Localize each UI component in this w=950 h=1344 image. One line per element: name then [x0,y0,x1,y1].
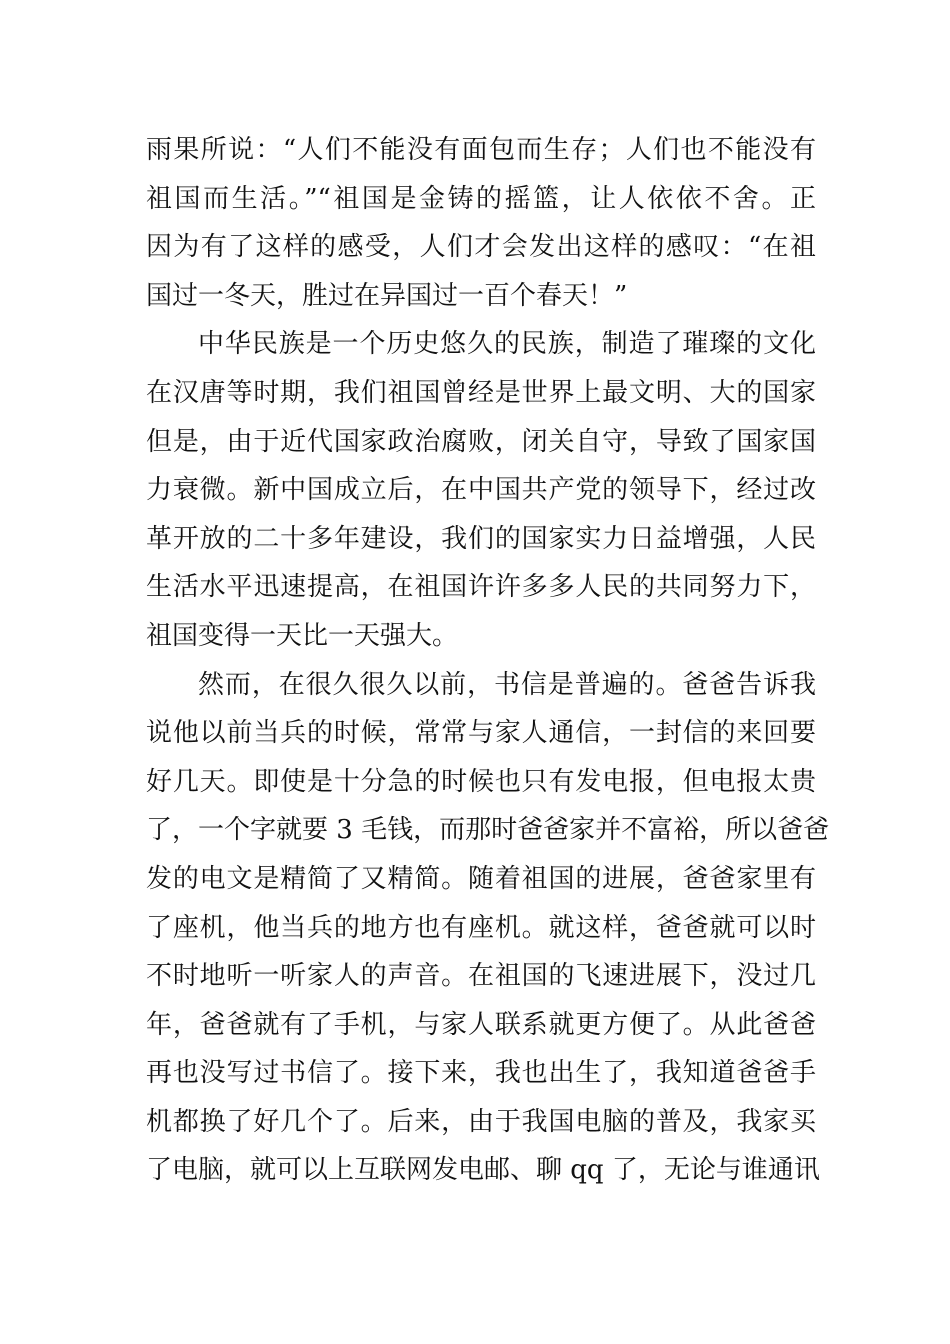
text-line: 革开放的二十多年建设，我们的国家实力日益增强，人民 [146,523,816,554]
text-line: 然而，在很久很久以前，书信是普遍的。爸爸告诉我 [198,669,816,700]
text-line: 了座机，他当兵的地方也有座机。就这样，爸爸就可以时 [146,912,816,943]
text-line: 了电脑，就可以上互联网发电邮、聊 qq 了，无论与谁通讯 [146,1155,820,1186]
text-line: 生活水平迅速提高，在祖国许许多多人民的共同努力下， [146,572,816,603]
text-line: 雨果所说：“人们不能没有面包而生存；人们也不能没有 [146,135,816,165]
text-line: 因为有了这样的感受，人们才会发出这样的感叹：“在祖 [146,232,816,263]
paragraph-2 [146,320,816,660]
text-line: 再也没写过书信了。接下来，我也出生了，我知道爸爸手 [146,1058,816,1089]
paragraph-3 [146,661,830,1196]
text-line: 了，一个字就要 3 毛钱，而那时爸爸家并不富裕，所以爸爸 [146,815,830,846]
text-line: 国过一冬天，胜过在异国过一百个春天！” [146,280,628,311]
text-line: 好几天。即使是十分急的时候也只有发电报，但电报太贵 [146,766,816,797]
text-line: 发的电文是精简了又精简。随着祖国的进展，爸爸家里有 [146,863,816,894]
text-line: 力衰微。新中国成立后，在中国共产党的领导下，经过改 [146,475,816,506]
text-line: 机都换了好几个了。后来，由于我国电脑的普及，我家买 [146,1106,816,1137]
text-line: 在汉唐等时期，我们祖国曾经是世界上最文明、大的国家 [146,377,816,408]
text-line: 年，爸爸就有了手机，与家人联系就更方便了。从此爸爸 [146,1009,816,1040]
text-line: 祖国变得一天比一天强大。 [146,620,459,651]
text-line: 但是，由于近代国家政治腐败，闭关自守，导致了国家国 [146,426,816,457]
text-line: 不时地听一听家人的声音。在祖国的飞速进展下，没过几 [146,961,816,992]
text-line: 祖国而生活。”“祖国是金铸的摇篮，让人依依不舍。正 [146,183,816,214]
paragraph-1 [146,126,816,320]
document-body [146,126,830,1195]
text-line: 说他以前当兵的时候，常常与家人通信，一封信的来回要 [146,718,816,749]
text-line: 中华民族是一个历史悠久的民族，制造了璀璨的文化 [198,329,816,360]
